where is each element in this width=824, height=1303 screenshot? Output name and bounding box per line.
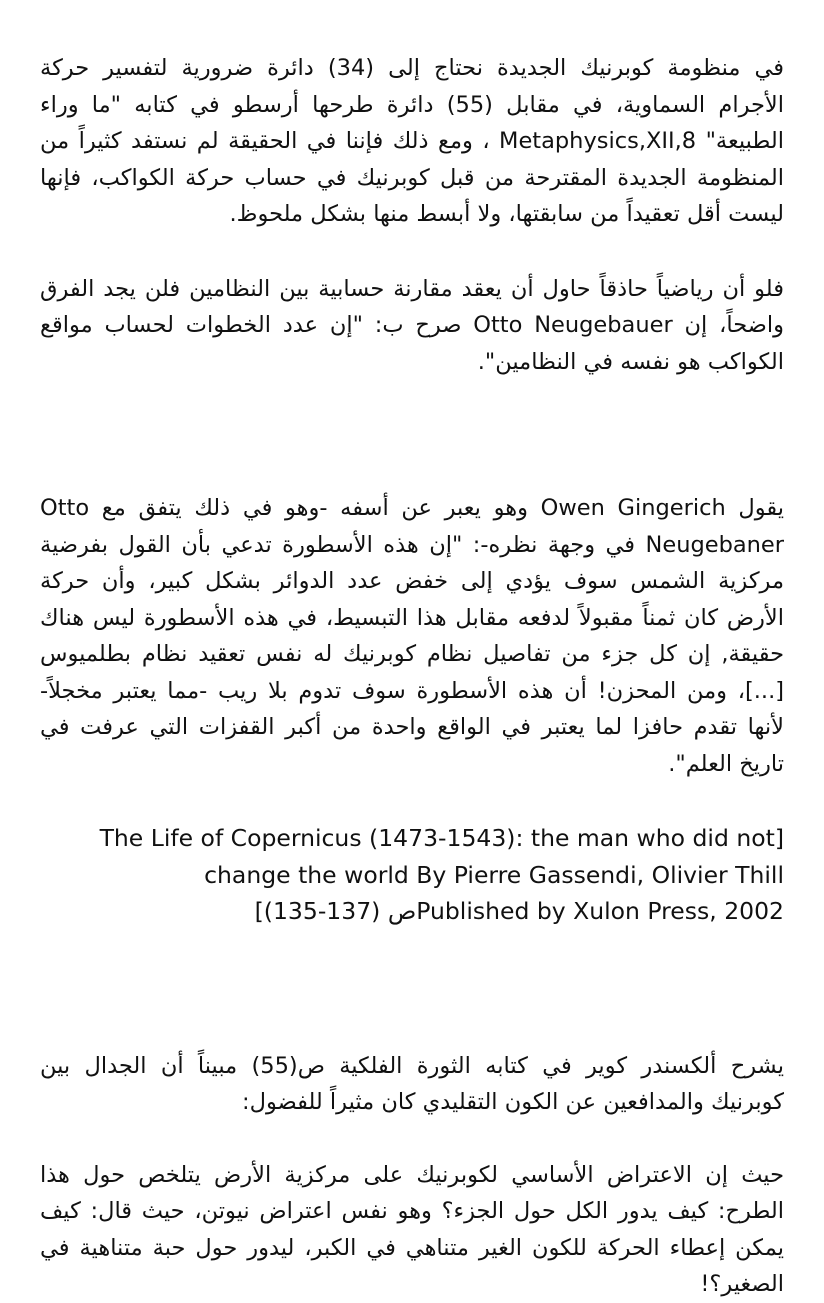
reference-line-1: The Life of Copernicus (1473-1543): the man who did not]: [99, 824, 784, 852]
spacer: [40, 782, 784, 820]
spacer: [40, 930, 784, 1048]
spacer: [40, 1121, 784, 1157]
paragraph-circles-comparison: في منظومة كوبرنيك الجديدة نحتاج إلى (34) دائرة ضرورية لتفسير حركة الأجرام السماوية، في مقابل (55) دائرة طرحها أرسطو في كتابه "ما وراء الطبيعة" Metaphysics,XII,8 ، ومع ذلك فإننا في الحقيقة لم نستفد كثيراً من المنظومة الجديدة المقترحة من قبل كوبرنيك في حساب حركة الكواكب، فإنها ليست أقل تعقيداً من سابقتها، ولا أبسط منها بشكل ملحوظ.: [40, 55, 784, 227]
paragraph-objection: حيث إن الاعتراض الأساسي لكوبرنيك على مركزية الأرض يتلخص حول هذا الطرح: كيف يدور الكل حول الجزء؟ وهو نفس اعتراض نيوتن، حيث قال: كيف يمكن إعطاء الحركة للكون الغير متناهي في الكبر، ليدور حول حبة متناهية في الصغير؟!: [40, 1161, 784, 1297]
paragraph-gingerich-quote: يقول Owen Gingerich وهو يعبر عن أسفه -وهو في ذلك يتفق مع Otto Neugebaner في وجهة نظره-: "إن هذه الأسطورة تدعي بأن القول بفرضية مركزية الشمس سوف يؤدي إلى خفض عدد الدوائر بشكل كبير، وأن حركة الأرض كان ثمناً مقبولاً لدفعه مقابل هذا التبسيط، في هذه الأسطورة ليس هناك حقيقة, إن كل جزء من تفاصيل نظام كوبرنيك له نفس تعقيد نظام بطلميوس [...]، ومن المحزن! أن هذه الأسطورة سوف تدوم بلا ريب -مما يعتبر مخجلاً- لأنها تقدم حافزا لما يعتبر في الواقع واحدة من أكبر القفزات التي عرفت في تاريخ العلم".: [40, 495, 785, 777]
paragraph-koyre: يشرح ألكسندر كوير في كتابه الثورة الفلكية ص(55) مبيناً أن الجدال بين كوبرنيك والمدافعين عن الكون التقليدي كان مثيراً للفضول:: [40, 1052, 784, 1115]
reference-line-3: [(135-137) ص‎Published by Xulon Press, 2002: [254, 897, 784, 925]
paragraph-neugebauer: فلو أن رياضياً حاذقاً حاول أن يعقد مقارنة حسابية بين النظامين فلن يجد الفرق واضحاً، إن Otto Neugebauer صرح ب: "إن عدد الخطوات لحساب مواقع الكواكب هو نفسه في النظامين".: [40, 275, 784, 375]
spacer: [40, 380, 784, 490]
document-page: [40, 50, 784, 1303]
reference-line-2: change the world By Pierre Gassendi, Olivier Thill: [204, 860, 784, 889]
reference-citation: [40, 820, 784, 930]
spacer: [40, 233, 784, 271]
